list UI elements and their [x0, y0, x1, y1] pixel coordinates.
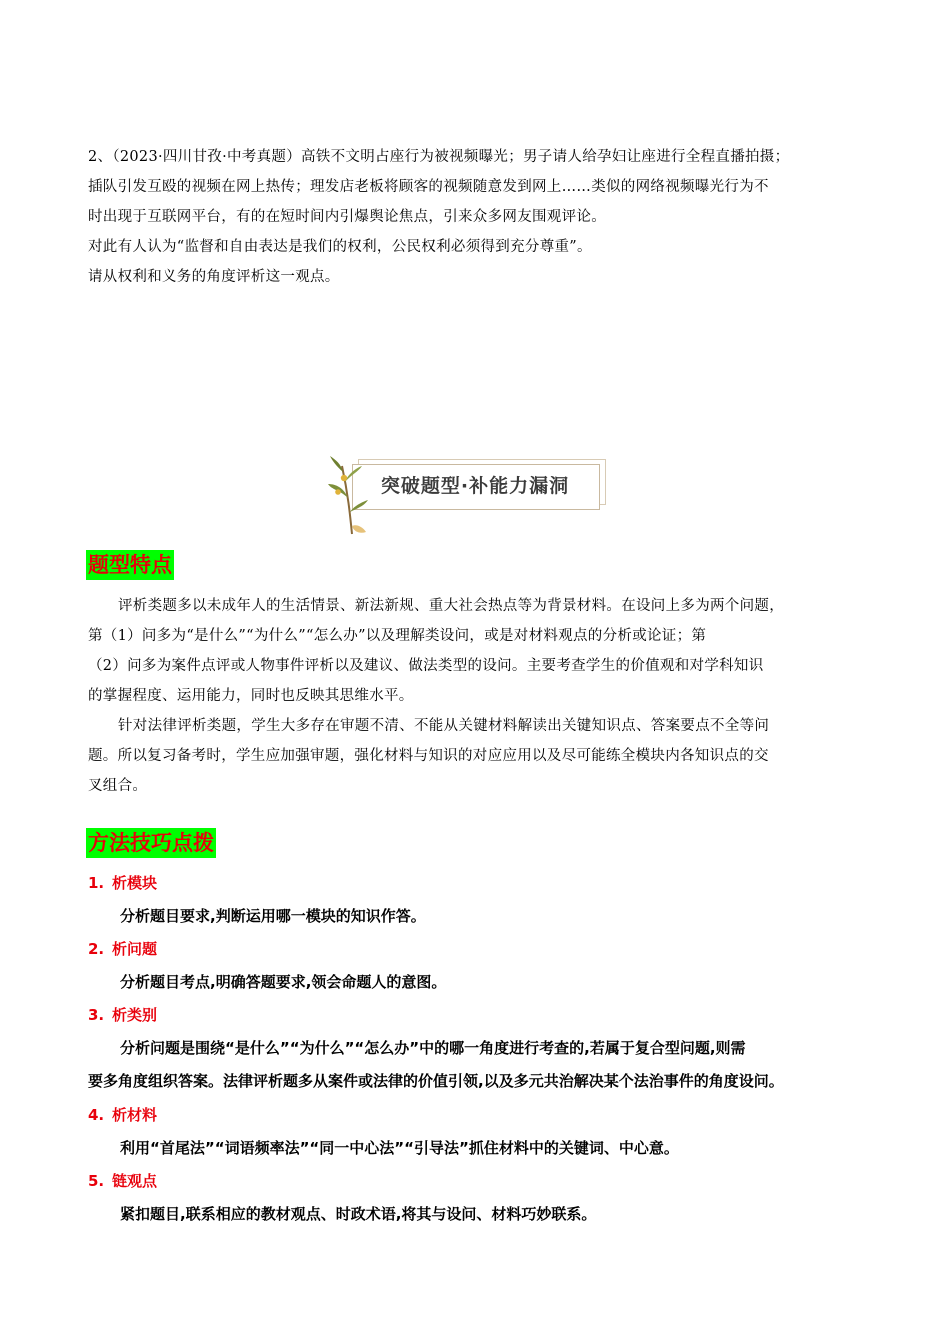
question-line: 对此有人认为“监督和自由表达是我们的权利，公民权利必须得到充分尊重”。 [88, 239, 592, 255]
banner-title: 突破题型·补能力漏洞 [380, 475, 570, 497]
step-label: 析问题 [112, 940, 158, 958]
step-body: 分析问题是围绕“是什么”“为什么”“怎么办”中的哪一角度进行考查的,若属于复合型问题,则需 [120, 1039, 746, 1057]
step-label: 链观点 [112, 1172, 158, 1190]
step-number: 2. [88, 940, 105, 958]
question-line: 插队引发互殴的视频在网上热传；理发店老板将顾客的视频随意发到网上……类似的网络视频曝光行为不 [88, 179, 769, 195]
step-title [88, 1103, 157, 1127]
question-2 [88, 142, 878, 292]
step-number: 5. [88, 1172, 105, 1190]
step-number: 3. [88, 1006, 105, 1024]
step-label: 析模块 [112, 874, 158, 892]
features-paragraphs [88, 591, 868, 801]
paragraph-line: 第（1）问多为“是什么”“为什么”“怎么办”以及理解类设问，或是对材料观点的分析或论证；第 [88, 628, 707, 644]
paragraph-line: 题。所以复习备考时，学生应加强审题，强化材料与知识的对应应用以及尽可能练全模块内各知识点的交 [88, 748, 769, 764]
paragraph-line: 的掌握程度、运用能力，同时也反映其思维水平。 [88, 688, 414, 704]
paragraph-line: 叉组合。 [88, 778, 148, 794]
heading-method-tips: 方法技巧点拨 [86, 828, 216, 858]
heading-question-features: 题型特点 [86, 550, 174, 580]
step-title [88, 937, 157, 961]
step-label: 析类别 [112, 1006, 158, 1024]
question-line: 时出现于互联网平台，有的在短时间内引爆舆论焦点，引来众多网友围观评论。 [88, 209, 606, 225]
question-line: 请从权利和义务的角度评析这一观点。 [88, 269, 340, 285]
step-body: 要多角度组织答案。法律评析题多从案件或法律的价值引领,以及多元共治解决某个法治事件的角度设问。 [88, 1072, 784, 1090]
step-title [88, 1003, 157, 1027]
step-title [88, 1169, 157, 1193]
paragraph-line: 针对法律评析类题，学生大多存在审题不清、不能从关键材料解读出关键知识点、答案要点不全等问 [118, 718, 770, 734]
step-number: 4. [88, 1106, 105, 1124]
step-body: 利用“首尾法”“词语频率法”“同一中心法”“引导法”抓住材料中的关键词、中心意。 [120, 1139, 679, 1157]
paragraph-line: 评析类题多以未成年人的生活情景、新法新规、重大社会热点等为背景材料。在设问上多为两个问题， [118, 598, 784, 614]
paragraph-line: （2）问多为案件点评或人物事件评析以及建议、做法类型的设问。主要考查学生的价值观和对学科知识 [88, 658, 764, 674]
step-body: 分析题目考点,明确答题要求,领会命题人的意图。 [120, 973, 447, 991]
step-label: 析材料 [112, 1106, 158, 1124]
question-line: 2、（2023·四川甘孜·中考真题）高铁不文明占座行为被视频曝光；男子请人给孕妇让座进行全程直播拍摄； [88, 149, 790, 165]
step-body: 分析题目要求,判断运用哪一模块的知识作答。 [120, 907, 426, 925]
step-number: 1. [88, 874, 105, 892]
step-title [88, 871, 157, 895]
step-body: 紧扣题目,联系相应的教材观点、时政术语,将其与设问、材料巧妙联系。 [120, 1205, 597, 1223]
section-banner [322, 454, 622, 538]
